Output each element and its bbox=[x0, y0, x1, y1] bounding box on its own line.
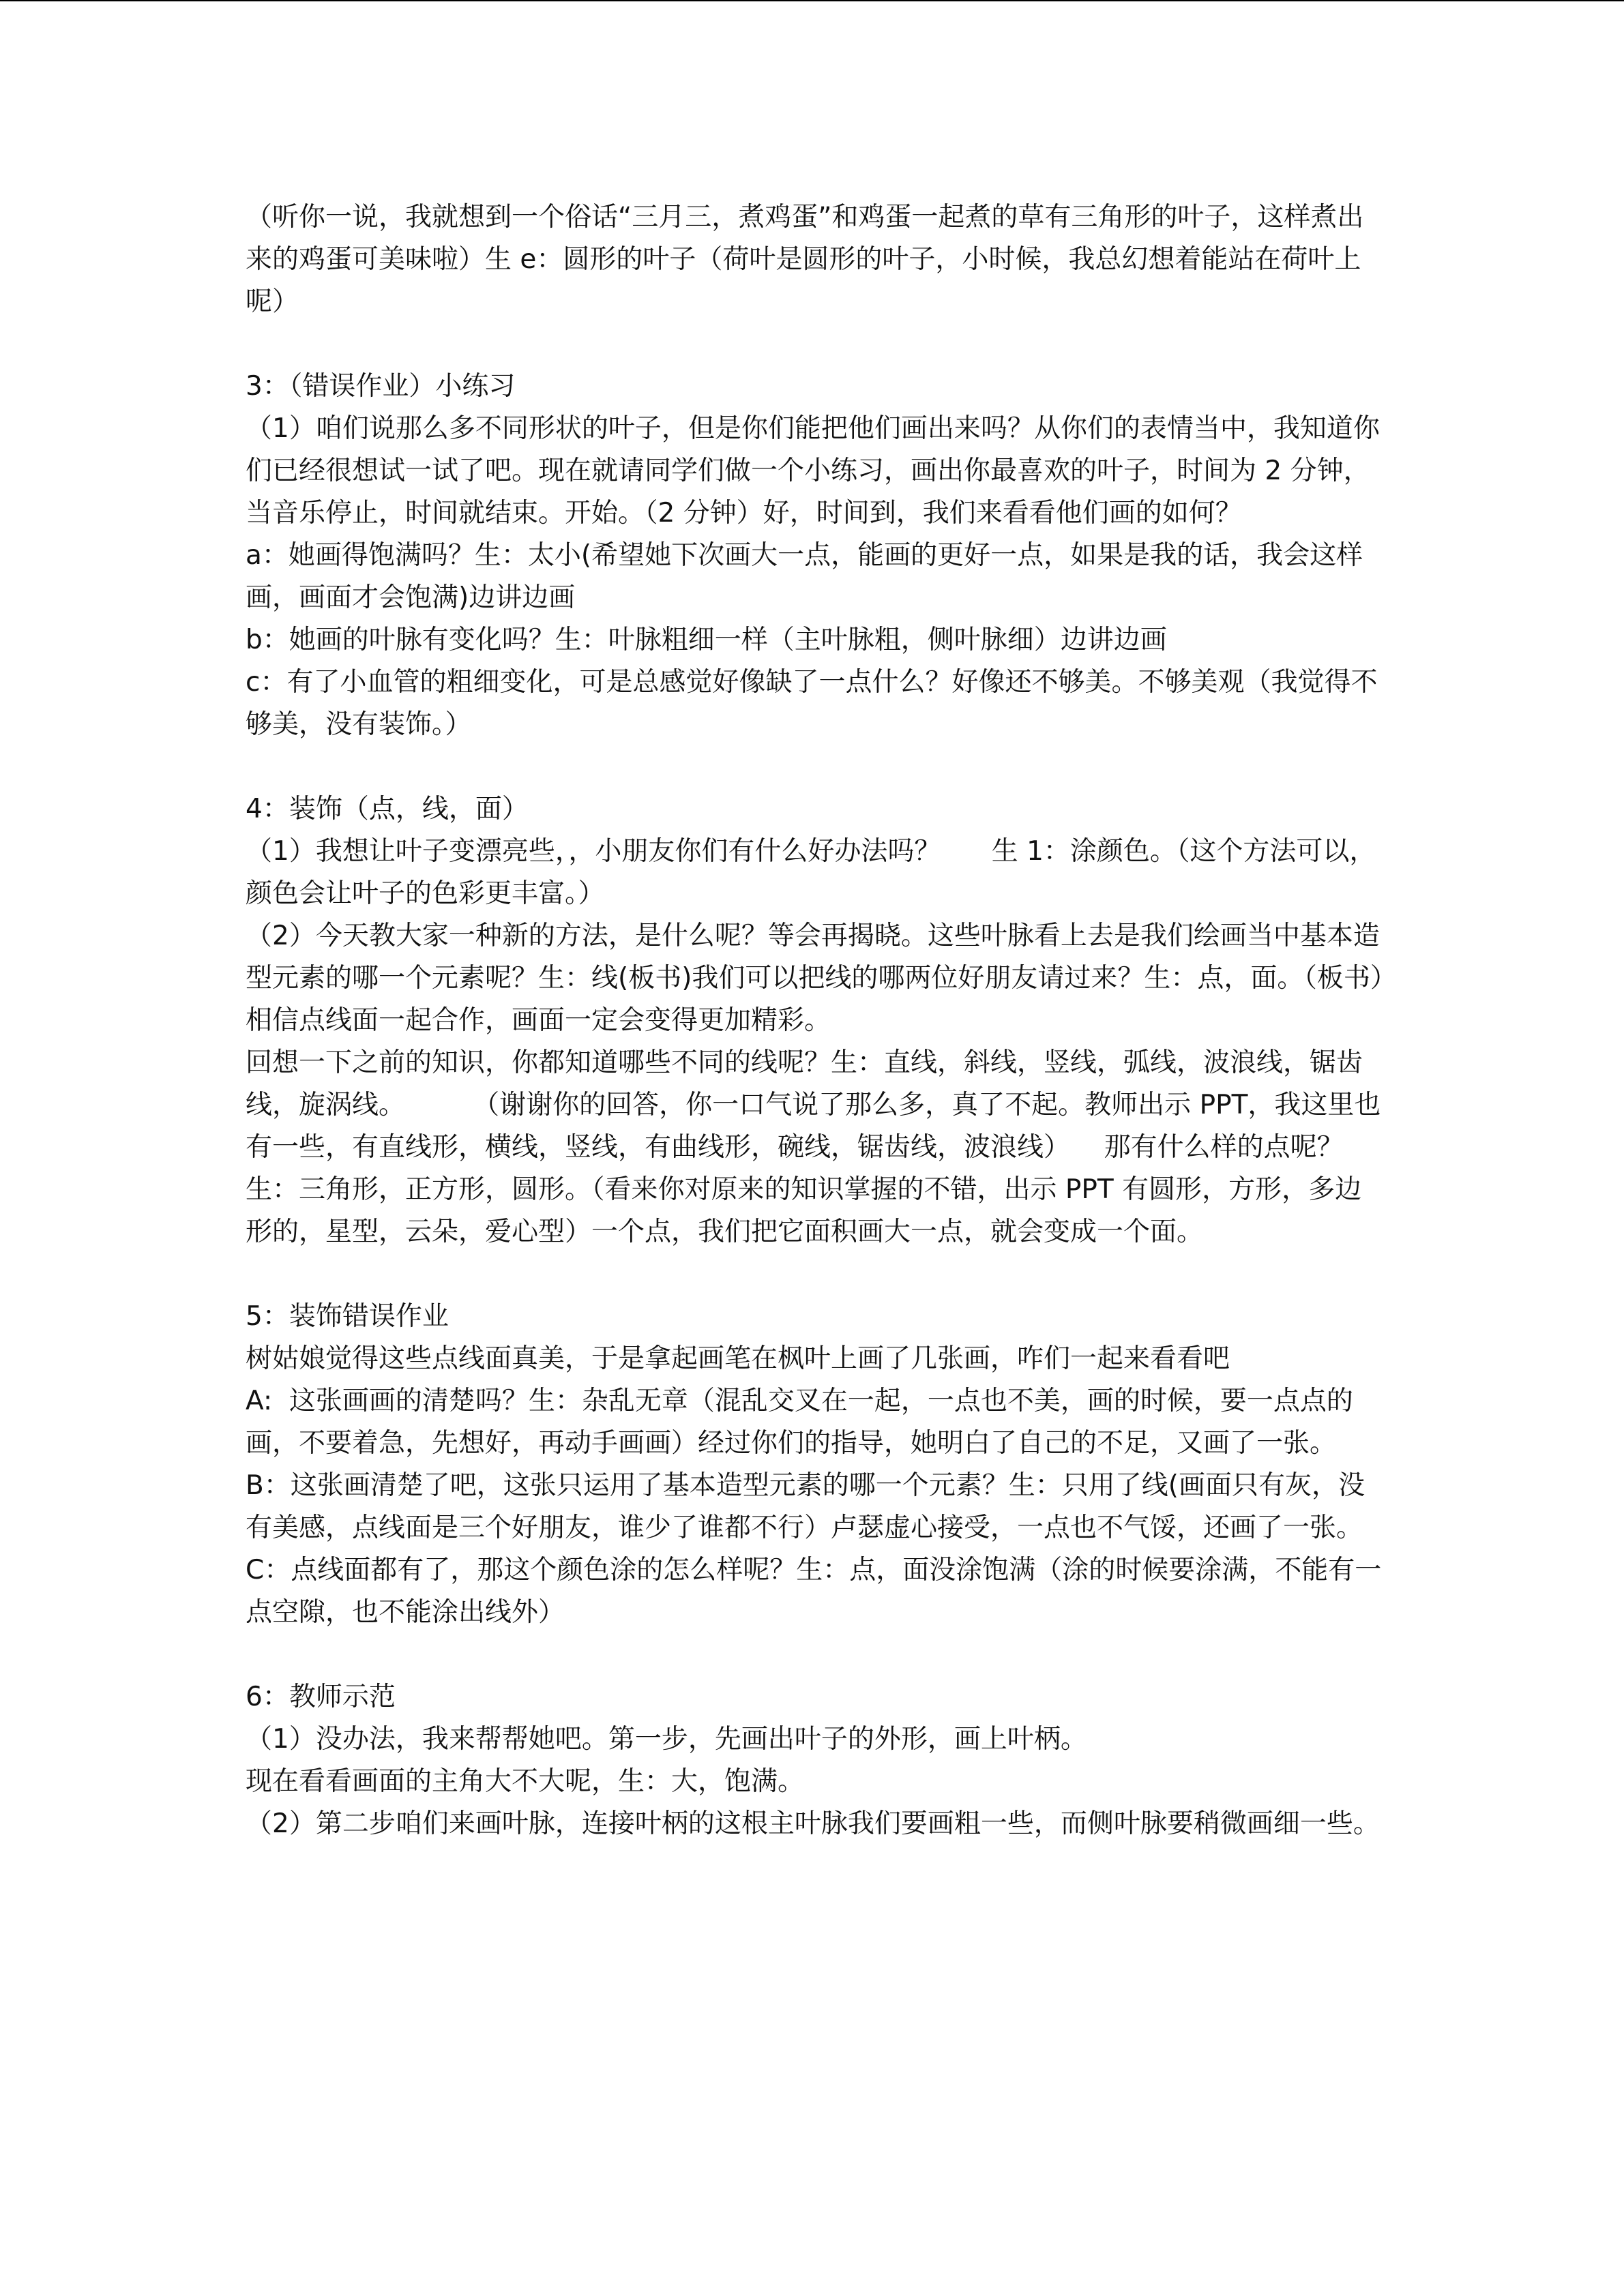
paragraph: （2）今天教大家一种新的方法，是什么呢？等会再揭晓。这些叶脉看上去是我们绘画当中基本造型元素的哪一个元素呢？生：线(板书)我们可以把线的哪两位好朋友请过来？生：点，面。（板书）相信点线面一起合作，画面一定会变得更加精彩。 bbox=[246, 921, 1384, 1036]
paragraph: B：这张画清楚了吧，这张只运用了基本造型元素的哪一个元素？生：只用了线(画面只有灰，没有美感，点线面是三个好朋友，谁少了谁都不行）卢瑟虚心接受，一点也不气馁，还画了一张。 bbox=[246, 1470, 1365, 1543]
paragraph: b：她画的叶脉有变化吗？生：叶脉粗细一样（主叶脉粗，侧叶脉细）边讲边画 bbox=[246, 625, 1167, 655]
paragraph: （1）我想让叶子变漂亮些，，小朋友你们有什么好办法吗？ 生 1：涂颜色。（这个方法可以，颜色会让叶子的色彩更丰富。） bbox=[246, 836, 1376, 909]
paragraph: C：点线面都有了，那这个颜色涂的怎么样呢？生：点，面没涂饱满（涂的时候要涂满，不能有一点空隙，也不能涂出线外） bbox=[246, 1555, 1382, 1628]
paragraph: （1）咱们说那么多不同形状的叶子，但是你们能把他们画出来吗？从你们的表情当中，我知道你们已经很想试一试了吧。现在就请同学们做一个小练习，画出你最喜欢的叶子，时间为 2 分钟，当音乐停止，时间就结束。开始。（2 分钟）好，时间到，我们来看看他们画的如何？ bbox=[246, 413, 1380, 528]
paragraph: a：她画得饱满吗？生：太小(希望她下次画大一点，能画的更好一点，如果是我的话，我会这样画，画面才会饱满)边讲边画 bbox=[246, 540, 1363, 613]
paragraph: c：有了小血管的粗细变化，可是总感觉好像缺了一点什么？好像还不够美。不够美观（我觉得不够美，没有装饰。） bbox=[246, 667, 1378, 740]
page-top-border bbox=[0, 0, 1624, 1]
document-page bbox=[246, 196, 1385, 1888]
section-6-teacher-demo bbox=[246, 1676, 1385, 1845]
section-heading: 5：装饰错误作业 bbox=[246, 1301, 449, 1332]
section-heading: 4：装饰（点，线，面） bbox=[246, 794, 529, 824]
paragraph: 现在看看画面的主角大不大呢，生：大，饱满。 bbox=[246, 1766, 805, 1797]
section-5-decoration-errors bbox=[246, 1296, 1385, 1634]
paragraph: （1）没办法，我来帮帮她吧。第一步，先画出叶子的外形，画上叶柄。 bbox=[246, 1724, 1087, 1755]
section-heading: 3：（错误作业）小练习 bbox=[246, 371, 516, 402]
paragraph: （2）第二步咱们来画叶脉，连接叶柄的这根主叶脉我们要画粗一些，而侧叶脉要稍微画细一些。 bbox=[246, 1808, 1380, 1839]
paragraph: 回想一下之前的知识，你都知道哪些不同的线呢？生：直线，斜线，竖线，弧线，波浪线，锯齿线，旋涡线。 （谢谢你的回答，你一口气说了那么多，真了不起。教师出示 PPT，我这里也有一些，有直线形，横线，竖线，有曲线形，碗线，锯齿线，波浪线） 那有什么样的点呢？生：三角形，正方形，圆形。（看来你对原来的知识掌握的不错，出示 PPT 有圆形，方形，多边形的，星型，云朵，爱心型）一个点，我们把它面积画大一点，就会变成一个面。 bbox=[246, 1047, 1381, 1247]
intro-paragraph: （听你一说，我就想到一个俗话“三月三，煮鸡蛋”和鸡蛋一起煮的草有三角形的叶子，这样煮出来的鸡蛋可美味啦）生 e：圆形的叶子（荷叶是圆形的叶子，小时候，我总幻想着能站在荷叶上呢） bbox=[246, 202, 1364, 317]
section-3-practice bbox=[246, 366, 1385, 746]
intro-section bbox=[246, 196, 1385, 323]
paragraph: A: 这张画画的清楚吗？生：杂乱无章（混乱交叉在一起，一点也不美，画的时候，要一点点的画，不要着急，先想好，再动手画画）经过你们的指导，她明白了自己的不足，又画了一张。 bbox=[246, 1386, 1353, 1459]
paragraph: 树姑娘觉得这些点线面真美，于是拿起画笔在枫叶上画了几张画，咋们一起来看看吧 bbox=[246, 1343, 1230, 1374]
section-heading: 6：教师示范 bbox=[246, 1682, 396, 1712]
section-4-decoration bbox=[246, 788, 1385, 1253]
